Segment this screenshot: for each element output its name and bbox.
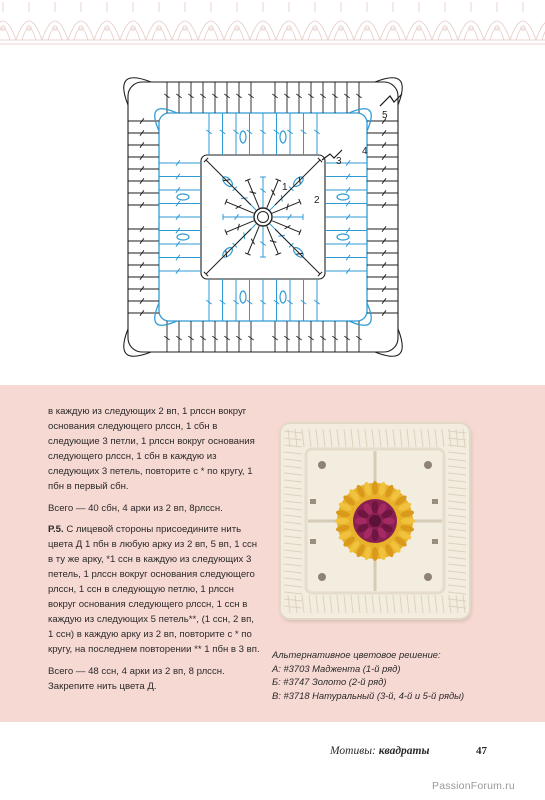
round-5-text: С лицевой стороны присоедините нить цвета Д 1 пбн в любую арку из 2 вп, 5 вп, 1 ссн в ту же арку, *1 ссн в каждую из следующих 3 петель, 1 рлссн вокруг основания следующего рлссн, 1 ссн в следующую петлю, 1 рлссн вокруг основания следующего рлссн, 1 ссн в каждую из следующих 5 петель**, (1 ссн, 2 вп, 1 ссн) в каждую арку из 2 вп, повторите с * по кругу, на последнем повторении ** 1 пбн в 3 вп. [48, 523, 260, 656]
instructions-total-1: Всего — 40 сбн, 4 арки из 2 вп, 8рлссн. [48, 502, 223, 514]
round-label-2: 2 [314, 195, 320, 206]
instructions-total-2: Всего — 48 ссн, 4 арки из 2 вп, 8 рлссн. [48, 665, 225, 677]
lace-border-ornament [0, 0, 545, 48]
round-label-3: 3 [336, 156, 342, 167]
instructions-fasten: Закрепите нить цвета Д. [48, 680, 157, 692]
alt-color-line-c: В: #3718 Натуральный (3-й, 4-й и 5-й ряды) [272, 689, 465, 701]
round-5-label: Р.5. [48, 523, 64, 535]
footer-section-title: квадраты [378, 745, 430, 757]
instructions-continuation: в каждую из следующих 2 вп, 1 рлссн вокруг основания следующего рлссн, 1 сбн в следующие 3 петли, 1 рлссн вокруг основания следующего рлссн, 1 сбн в каждую из следующих 3 петель, повторите с * по кругу, 1 пбн в первый сбн. [48, 406, 255, 493]
round-label-4: 4 [362, 146, 368, 157]
page-number: 47 [476, 745, 487, 757]
crochet-chart-diagram [118, 72, 408, 362]
footer-section: Мотивы: [330, 745, 376, 757]
alt-color-scheme [272, 648, 540, 702]
watermark: PassionForum.ru [432, 780, 515, 792]
instructions-round-5 [48, 522, 260, 658]
round-label-5: 5 [382, 110, 388, 121]
motif-photo [272, 417, 476, 625]
alt-color-line-b: Б: #3747 Золото (2-й ряд) [272, 676, 387, 688]
alt-color-heading: Альтернативное цветовое решение: [272, 649, 441, 660]
alt-color-line-a: А: #3703 Маджента (1-й ряд) [272, 662, 401, 674]
round-label-1: 1 [282, 182, 288, 193]
instructions-text [48, 404, 260, 700]
page-footer [330, 745, 510, 761]
